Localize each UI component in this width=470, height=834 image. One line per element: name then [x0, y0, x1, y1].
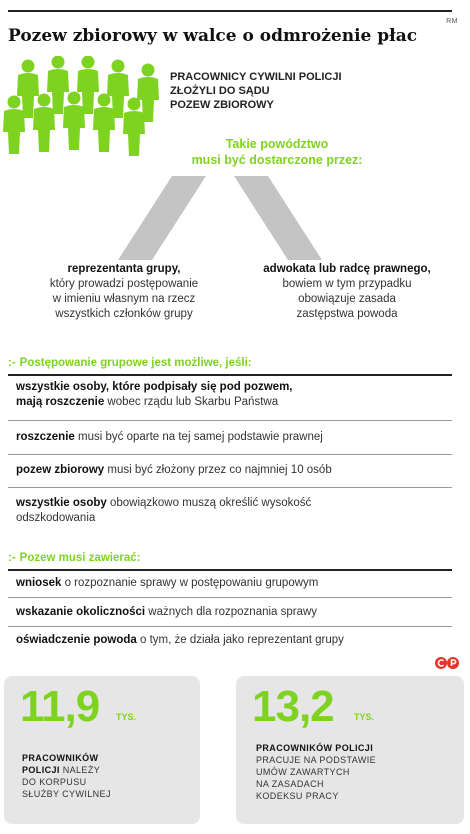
stat-text: PRACUJE NA PODSTAWIE [256, 755, 377, 765]
option-title: adwokata lub radcę prawnego, [263, 263, 431, 275]
requirement-text: ważnych dla rozpoznania sprawy [145, 606, 318, 618]
stat-value: 13,2 [252, 682, 334, 731]
people-crowd-icon [0, 56, 160, 162]
stat-bold: PRACOWNIKÓW [22, 753, 99, 763]
stat-text: NA ZASADACH [256, 779, 324, 789]
condition-text: musi być oparte na tej samej podstawie prawnej [74, 431, 323, 443]
divider [8, 597, 452, 598]
requirement-text: o tym, że działa jako reprezentant grupy [136, 634, 344, 646]
split-arrows [100, 174, 360, 270]
delivery-line: Takie powództwo [225, 137, 329, 151]
condition-item [16, 463, 456, 478]
section-marker: :- [8, 357, 16, 369]
condition-bold: wszystkie osoby, które podpisały się pod pozwem, [16, 381, 293, 393]
condition-bold: wszystkie osoby [16, 497, 107, 509]
stat-description [22, 752, 111, 800]
divider [8, 420, 452, 421]
condition-item [16, 496, 456, 526]
condition-item [16, 380, 456, 410]
right-arrow-shape [234, 176, 322, 260]
option-title: reprezentanta grupy, [67, 263, 181, 275]
stat-unit: TYS. [116, 712, 137, 722]
stat-bold: PRACOWNIKÓW POLICJI [256, 743, 374, 753]
option-line: zastępstwa powoda [296, 308, 398, 320]
stat-card [236, 676, 464, 824]
option-line: bowiem w tym przypadku [282, 278, 412, 290]
section-divider [8, 569, 452, 571]
requirement-bold: oświadczenie powoda [16, 634, 137, 646]
option-group-representative [20, 262, 228, 322]
requirement-bold: wskazanie okoliczności [16, 606, 146, 618]
delivery-heading [172, 136, 382, 168]
stat-text: KODEKSU PRACY [256, 791, 339, 801]
requirement-item [16, 633, 456, 648]
copyright-logo-icon [434, 656, 460, 670]
author-credit: RM [446, 18, 458, 25]
stat-text: DO KORPUSU [22, 777, 87, 787]
option-line: wszystkich członków grupy [55, 308, 193, 320]
condition-item [16, 430, 456, 445]
stat-text: UMÓW ZAWARTYCH [256, 767, 350, 777]
stat-unit: TYS. [354, 712, 375, 722]
section-divider [8, 374, 452, 376]
lead-line: ZŁOŻYLI DO SĄDU [170, 85, 270, 97]
lead-line: PRACOWNICY CYWILNI POLICJI [170, 71, 342, 83]
divider [8, 487, 452, 488]
option-line: który prowadzi postępowanie [49, 278, 199, 290]
stat-description [256, 742, 376, 802]
lead-text [170, 70, 342, 112]
condition-text: musi być złożony przez co najmniej 10 osób [104, 464, 332, 476]
delivery-line: musi być dostarczone przez: [191, 153, 363, 167]
option-lawyer [234, 262, 460, 322]
requirement-item [16, 576, 456, 591]
condition-bold: pozew zbiorowy [16, 464, 105, 476]
section-heading-text: Pozew musi zawierać: [19, 552, 141, 564]
condition-text: odszkodowania [16, 512, 96, 524]
condition-text: obowiązkowo muszą określić wysokość [106, 497, 312, 509]
conditions-heading [8, 357, 252, 369]
stat-text: NALEŻY [59, 765, 101, 775]
stat-bold: POLICJI [22, 765, 60, 775]
option-line: w imieniu własnym na rzecz [52, 293, 196, 305]
requirement-bold: wniosek [16, 577, 62, 589]
requirement-item [16, 605, 456, 620]
left-arrow-shape [118, 176, 206, 260]
requirement-text: o rozpoznanie sprawy w postępowaniu grupowym [61, 577, 319, 589]
stat-text: SŁUŻBY CYWILNEJ [22, 789, 111, 799]
page-title: Pozew zbiorowy w walce o odmrożenie płac [8, 26, 418, 46]
stat-value: 11,9 [20, 682, 100, 731]
condition-bold: roszczenie [16, 431, 75, 443]
section-heading-text: Postępowanie grupowe jest możliwe, jeśli: [19, 357, 252, 369]
condition-text: wobec rządu lub Skarbu Państwa [104, 396, 279, 408]
condition-bold: mają roszczenie [16, 396, 105, 408]
top-rule [8, 10, 452, 12]
divider [8, 454, 452, 455]
lead-line: POZEW ZBIOROWY [170, 99, 274, 111]
option-line: obowiązuje zasada [298, 293, 396, 305]
stat-card [4, 676, 200, 824]
divider [8, 626, 452, 627]
section-marker: :- [8, 552, 16, 564]
requirements-heading [8, 552, 140, 564]
